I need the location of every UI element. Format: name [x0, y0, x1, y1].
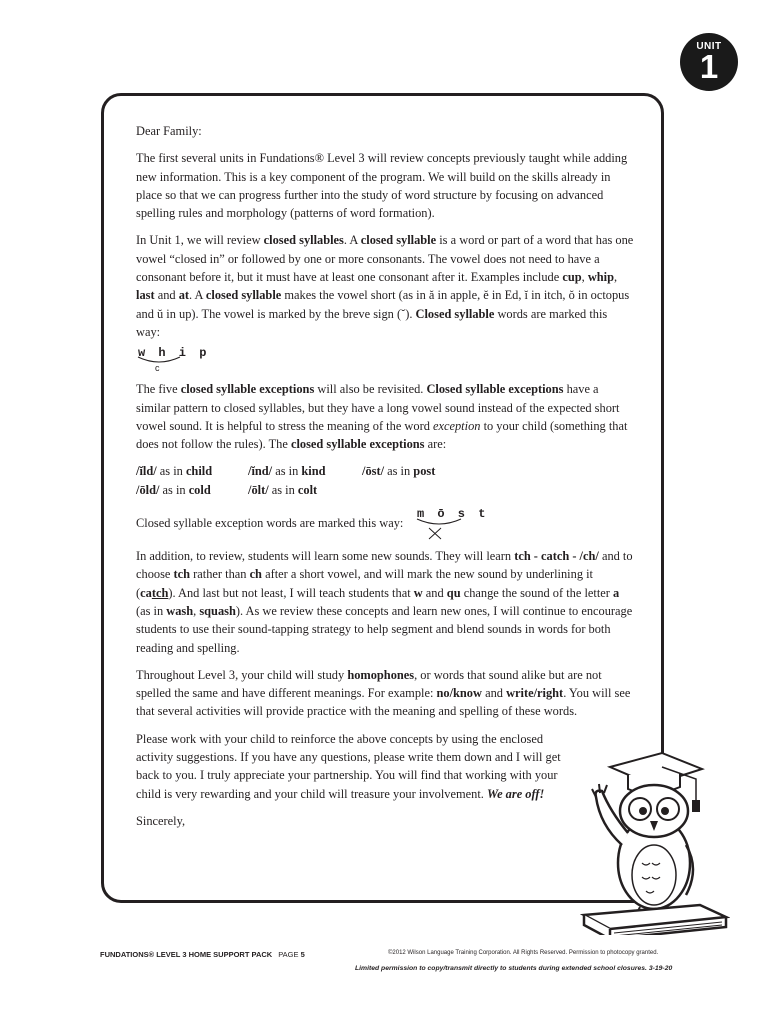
footer-permission: Limited permission to copy/transmit directly to students during extended school closures. 3-19-20	[355, 965, 673, 972]
closing: Sincerely,	[136, 813, 186, 828]
scoop-mark	[136, 355, 186, 371]
example-word-whip: w h i p	[138, 346, 210, 361]
footer-title	[100, 950, 305, 959]
greeting: Dear Family:	[136, 124, 202, 138]
paragraph-new-sounds: In addition, to review, students will learn some new sounds. They will learn tch - catch - /ch/ and to choose tch rather than ch after a short vowel, and will mark the new sound by underlining it (catch). And last but not least, I will teach students that w and qu change the sound of the letter a (as in wash, squash). As we review these concepts and learn new ones, I will continue to encourage students to use their sound-tapping strategy to help segment and blend sounds in words for both reading and spelling.	[136, 549, 633, 655]
unit-number: 1	[699, 48, 719, 85]
unit-label: UNIT	[696, 41, 722, 52]
exception-item: /ōld/ as in cold	[136, 482, 211, 497]
exception-mark	[415, 517, 465, 547]
example-mark-c: c	[155, 363, 160, 374]
paragraph-closing-request: Please work with your child to reinforce the above concepts by using the enclosed activity suggestions. If you have any questions, please write them down and I will get back to you. I truly appreciate your partnership. You will find that working with your child is very rewarding and your child will treasure your involvement. We are off!	[136, 731, 561, 801]
page-label: PAGE	[278, 950, 299, 959]
page-number: 5	[300, 950, 305, 959]
exception-mark-line	[136, 509, 634, 547]
paragraph-homophones: Throughout Level 3, your child will study homophones, or words that sound alike but are not spelled the same and have different meanings. For example: no/know and write/right. You will see that several activities will provide practice with the meaning and spelling of these words.	[136, 667, 631, 719]
closed-syllable-example	[136, 344, 634, 374]
owl-mascot-illustration	[580, 745, 730, 935]
footer-title-text: FUNDATIONS® LEVEL 3 HOME SUPPORT PACK	[100, 950, 273, 959]
paragraph-intro: The first several units in Fundations® Level 3 will review concepts previously taught while adding new information. This is a key component of the program. We will build on the skills already in place so that we can progress further into the study of word structure by focusing on advanced spelling rules and morphology (patterns of word formation).	[136, 151, 628, 221]
paragraph-exceptions: The five closed syllable exceptions will also be revisited. Closed syllable exceptions have a similar pattern to closed syllables, but they have a long vowel sound instead of the expected short vowel sound. It is helpful to stress the meaning of the word exception to your child (something that does not follow the rules). The closed syllable exceptions are:	[136, 382, 628, 452]
exception-item: /ĭld/ as in child	[136, 464, 213, 479]
exception-item: /ōlt/ as in colt	[248, 482, 318, 497]
exception-item: /ĭnd/ as in kind	[248, 464, 326, 479]
unit-badge	[680, 33, 738, 91]
paragraph-closed-syllables: In Unit 1, we will review closed syllables. A closed syllable is a word or part of a word that has one vowel “closed in” or followed by one or more consonants. The vowel does not need to have a consonant before it, but it must have at least one consonant after it. Examples include cup, whip, last and at. A closed syllable makes the vowel short (as in ă in apple, ĕ in Ed, ĭ in itch, ŏ in octopus and ŭ in up). The vowel is marked by the breve sign (˘). Closed syllable words are marked this way:	[136, 233, 634, 339]
paragraph-exception-marking: Closed syllable exception words are marked this way:	[136, 516, 404, 531]
letter-body	[136, 122, 634, 839]
exception-item: /ōst/ as in post	[362, 464, 436, 479]
footer-copyright: ©2012 Wilson Language Training Corporation. All Rights Reserved. Permission to photocopy granted.	[388, 950, 659, 956]
example-word-most: m ō s t	[417, 507, 489, 522]
exceptions-list	[136, 462, 634, 499]
